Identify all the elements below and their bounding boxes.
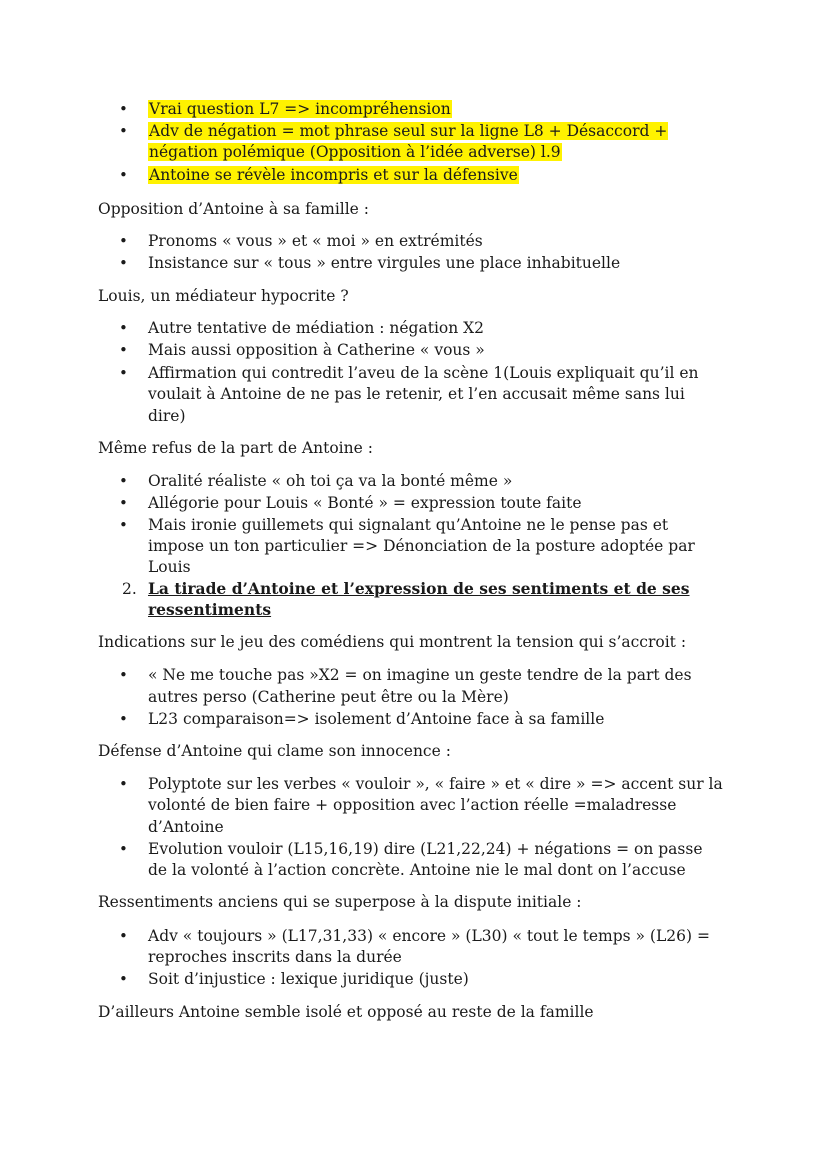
list-item: Allégorie pour Louis « Bonté » = expression toute faite [148,494,582,512]
list-item-continuation: dire) [148,407,186,425]
closing-paragraph: D’ailleurs Antoine semble isolé et opposé au reste de la famille [98,1003,594,1021]
bullet: • [119,319,128,337]
list-item [148,99,452,119]
list-item: « Ne me touche pas »X2 = on imagine un geste tendre de la part des [148,666,692,684]
list-item: Evolution vouloir (L15,16,19) dire (L21,22,24) + négations = on passe [148,840,703,858]
bullet: • [119,122,128,140]
list-item: Polyptote sur les verbes « vouloir », « faire » et « dire » => accent sur la [148,775,723,793]
bullet: • [119,494,128,512]
bullet: • [119,710,128,728]
list-item-continuation: autres perso (Catherine peut être ou la Mère) [148,688,509,706]
list-item: Mais aussi opposition à Catherine « vous » [148,341,485,359]
list-item-continuation: d’Antoine [148,818,224,836]
subsection-title-continuation: ressentiments [148,600,272,619]
list-item-continuation: reproches inscrits dans la durée [148,948,402,966]
section-heading: Indications sur le jeu des comédiens qui montrent la tension qui s’accroit : [98,633,687,651]
list-item [148,165,519,185]
list-item: Mais ironie guillemets qui signalant qu’Antoine ne le pense pas et [148,516,669,534]
list-item-continuation: Louis [148,558,191,576]
highlighted-text: négation polémique (Opposition à l’idée adverse) l.9 [149,143,561,161]
list-item: L23 comparaison=> isolement d’Antoine face à sa famille [148,710,605,728]
list-item: Affirmation qui contredit l’aveu de la scène 1(Louis expliquait qu’il en [148,364,699,382]
list-item-continuation: de la volonté à l’action concrète. Antoine nie le mal dont on l’accuse [148,861,686,879]
section-heading: Ressentiments anciens qui se superpose à la dispute initiale : [98,893,582,911]
list-item [148,121,668,141]
section-heading: Défense d’Antoine qui clame son innocence : [98,742,451,760]
bullet: • [119,232,128,250]
bullet: • [119,666,128,684]
bullet: • [119,100,128,118]
list-item: Oralité réaliste « oh toi ça va la bonté même » [148,472,513,490]
subsection-title: La tirade d’Antoine et l’expression de ses sentiments et de ses [148,579,690,598]
bullet: • [119,970,128,988]
list-item: Pronoms « vous » et « moi » en extrémités [148,232,483,250]
bullet: • [119,364,128,382]
list-number: 2. [122,580,137,598]
bullet: • [119,840,128,858]
highlighted-text: Vrai question L7 => incompréhension [149,100,451,118]
list-item-continuation: impose un ton particulier => Dénonciation de la posture adoptée par [148,537,695,555]
bullet: • [119,775,128,793]
list-item-continuation: voulait à Antoine de ne pas le retenir, et l’en accusait même sans lui [148,385,685,403]
section-heading: Opposition d’Antoine à sa famille : [98,200,370,218]
bullet: • [119,472,128,490]
list-item-continuation [148,142,562,162]
list-item: Insistance sur « tous » entre virgules une place inhabituelle [148,254,621,272]
bullet: • [119,927,128,945]
bullet: • [119,166,128,184]
list-item-continuation: volonté de bien faire + opposition avec l’action réelle =maladresse [148,796,677,814]
list-item: Soit d’injustice : lexique juridique (juste) [148,970,469,988]
list-item: Adv « toujours » (L17,31,33) « encore » (L30) « tout le temps » (L26) = [148,927,710,945]
highlighted-text: Antoine se révèle incompris et sur la défensive [149,166,518,184]
section-heading: Même refus de la part de Antoine : [98,439,373,457]
list-item: Autre tentative de médiation : négation X2 [148,319,485,337]
bullet: • [119,341,128,359]
bullet: • [119,254,128,272]
highlighted-text: Adv de négation = mot phrase seul sur la ligne L8 + Désaccord + [149,122,668,140]
bullet: • [119,516,128,534]
section-heading: Louis, un médiateur hypocrite ? [98,287,349,305]
